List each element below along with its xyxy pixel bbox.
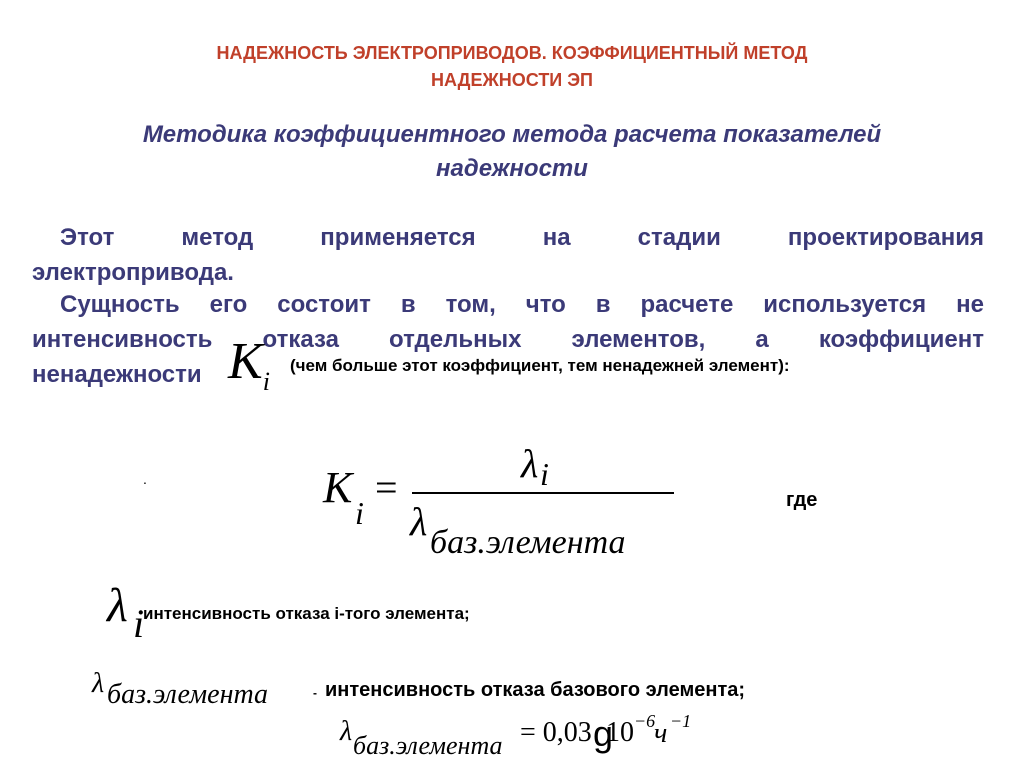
paragraph-2-line-2 xyxy=(32,322,984,357)
symbol-K: K xyxy=(228,333,263,390)
legend-2-lambda: λ xyxy=(92,668,105,699)
formula-lhs xyxy=(323,463,353,512)
word: проектирования xyxy=(787,224,984,251)
word: используется xyxy=(763,291,927,318)
word: применяется xyxy=(320,224,476,251)
word: коэффициент xyxy=(818,326,984,353)
word: в xyxy=(595,291,611,318)
value-subscript: баз.элемента xyxy=(353,731,503,760)
subtitle-line-2: надежности xyxy=(436,155,588,182)
word: том, xyxy=(445,291,496,318)
paragraph-1-line-1 xyxy=(32,220,984,255)
word: состоит xyxy=(277,291,371,318)
word: ненадежности xyxy=(32,361,202,388)
slide-subtitle xyxy=(60,118,964,186)
title-line-1: НАДЕЖНОСТЬ ЭЛЕКТРОПРИВОДОВ. КОЭФФИЦИЕНТНЫЙ МЕТОД xyxy=(216,43,808,63)
value-exponent-2: −1 xyxy=(670,711,692,731)
where-label: где xyxy=(786,489,818,511)
value-ten: 10 xyxy=(606,717,634,748)
fraction-bar xyxy=(412,492,674,494)
title-line-2: НАДЕЖНОСТИ ЭП xyxy=(431,70,593,90)
word: отдельных xyxy=(389,326,522,353)
value-unit: ч xyxy=(654,718,668,749)
legend-1-subscript: i xyxy=(133,601,145,646)
formula-numerator-i: i xyxy=(540,456,549,492)
legend-2-subscript: баз.элемента xyxy=(107,679,269,710)
stray-dot: . xyxy=(143,471,147,487)
subtitle-line-1: Методика коэффициентного метода расчета показателей xyxy=(142,121,882,148)
word: в xyxy=(400,291,416,318)
word: отказа xyxy=(262,326,339,353)
word: элементов, xyxy=(571,326,706,353)
word: Сущность xyxy=(60,291,180,318)
slide-title xyxy=(0,40,1024,94)
formula-denominator-sub: баз.элемента xyxy=(430,524,626,561)
symbol-K-i xyxy=(228,333,270,396)
legend-2-dash: - xyxy=(313,686,317,700)
word: что xyxy=(525,291,566,318)
unreliability-note: (чем больше этот коэффициент, тем ненадежней элемент): xyxy=(290,356,790,375)
word: а xyxy=(755,326,769,353)
word: интенсивность xyxy=(32,326,213,353)
value-equals: = 0,03 xyxy=(520,717,592,748)
word: не xyxy=(956,291,984,318)
word: Этот xyxy=(60,224,115,251)
value-lambda: λ xyxy=(340,716,353,747)
paragraph-1 xyxy=(32,220,984,290)
paragraph-1-line-2: электропривода. xyxy=(32,259,234,286)
word: его xyxy=(209,291,248,318)
legend-1-lambda: λ xyxy=(107,579,128,632)
value-stray-g: g xyxy=(593,713,614,754)
legend-1-text: интенсивность отказа i-того элемента; xyxy=(143,604,470,623)
paragraph-2 xyxy=(32,287,984,397)
formula-denominator-lambda: λ xyxy=(410,499,428,544)
word: расчете xyxy=(640,291,734,318)
value-exponent-1: −6 xyxy=(634,711,656,731)
formula-lhs-i: i xyxy=(355,495,364,531)
word: стадии xyxy=(637,224,721,251)
legend-2-text: интенсивность отказа базового элемента; xyxy=(325,679,746,701)
paragraph-2-line-1 xyxy=(32,287,984,322)
formula-numerator-lambda: λ xyxy=(521,441,539,486)
word: метод xyxy=(181,224,254,251)
formula-K: K xyxy=(323,463,353,512)
word: на xyxy=(542,224,571,251)
formula-equals: = xyxy=(375,465,398,510)
symbol-i-subscript: i xyxy=(262,367,270,396)
